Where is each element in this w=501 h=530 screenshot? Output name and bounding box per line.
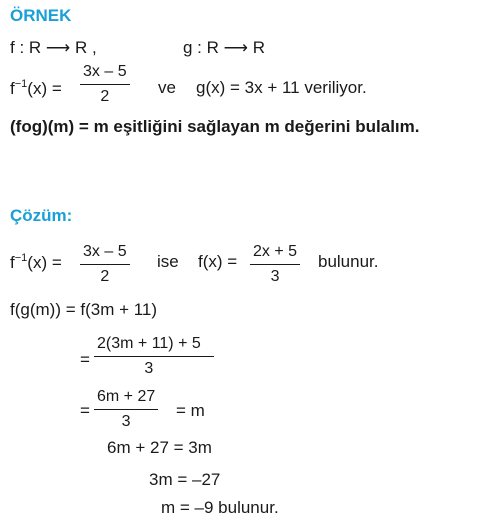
step3-equals: = <box>80 401 90 420</box>
bulunur-word: bulunur. <box>318 252 379 271</box>
f-lhs: f(x) = <box>198 252 238 271</box>
fraction-denominator: 2 <box>100 88 110 105</box>
fraction-denominator: 3 <box>121 413 131 430</box>
finv-base: f <box>10 79 15 98</box>
ise-word: ise <box>157 252 179 271</box>
example-heading: ÖRNEK <box>10 6 72 25</box>
f-domain: f : R ⟶ R , <box>10 38 97 57</box>
finv-arg: (x) = <box>27 79 62 98</box>
finv-exponent: −1 <box>14 252 28 264</box>
fraction-numerator: 6m + 27 <box>97 388 156 405</box>
g-definition: g(x) = 3x + 11 veriliyor. <box>196 78 367 97</box>
step6: m = –9 bulunur. <box>161 498 279 517</box>
fraction-numerator: 3x – 5 <box>83 63 127 80</box>
fraction-bar <box>94 356 214 357</box>
step3-fraction <box>94 389 158 430</box>
finv-base: f <box>10 253 15 272</box>
sol-finv-lhs <box>10 252 62 273</box>
solution-heading: Çözüm: <box>10 206 73 225</box>
finv-lhs <box>10 78 62 99</box>
fraction-denominator: 2 <box>100 268 110 285</box>
fraction-numerator: 3x – 5 <box>83 243 127 260</box>
ve-word: ve <box>158 78 176 97</box>
step2-fraction <box>94 336 204 377</box>
f-fraction <box>250 244 300 285</box>
step5: 3m = –27 <box>149 470 221 489</box>
step4: 6m + 27 = 3m <box>107 438 212 457</box>
finv-arg: (x) = <box>27 253 62 272</box>
fraction-denominator: 3 <box>270 268 280 285</box>
step1: f(g(m)) = f(3m + 11) <box>10 300 158 319</box>
step2-equals: = <box>80 350 90 369</box>
g-domain: g : R ⟶ R <box>183 38 265 57</box>
finv-fraction <box>80 64 130 105</box>
fraction-numerator: 2x + 5 <box>253 243 298 260</box>
sol-finv-fraction <box>80 244 130 285</box>
step3-rhs: = m <box>176 401 205 420</box>
fraction-numerator: 2(3m + 11) + 5 <box>97 335 201 352</box>
fraction-denominator: 3 <box>144 360 154 377</box>
finv-exponent: −1 <box>14 78 28 90</box>
example-question: (fog)(m) = m eşitliğini sağlayan m değerini bulalım. <box>10 117 420 136</box>
